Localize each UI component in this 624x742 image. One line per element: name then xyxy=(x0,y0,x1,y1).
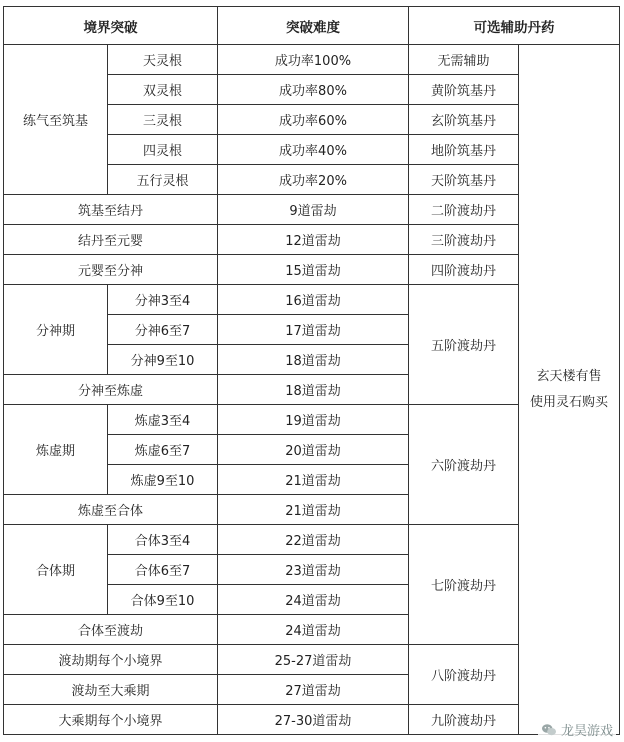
stage-cell: 分神至炼虚 xyxy=(4,375,218,405)
stage-cell: 结丹至元婴 xyxy=(4,225,218,255)
pill-cell: 黄阶筑基丹 xyxy=(409,75,519,105)
header-difficulty: 突破难度 xyxy=(218,7,409,45)
substage-cell: 分神3至4 xyxy=(108,285,218,315)
pill-cell: 无需辅助 xyxy=(409,45,519,75)
difficulty-cell: 15道雷劫 xyxy=(218,255,409,285)
stage-cell: 渡劫期每个小境界 xyxy=(4,645,218,675)
pill-cell: 玄阶筑基丹 xyxy=(409,105,519,135)
difficulty-cell: 成功率60% xyxy=(218,105,409,135)
purchase-note-cell xyxy=(519,45,620,735)
pill-cell: 三阶渡劫丹 xyxy=(409,225,519,255)
stage-group-qi: 练气至筑基 xyxy=(4,45,108,195)
root-cell: 五行灵根 xyxy=(108,165,218,195)
difficulty-cell: 24道雷劫 xyxy=(218,615,409,645)
root-cell: 双灵根 xyxy=(108,75,218,105)
root-cell: 三灵根 xyxy=(108,105,218,135)
root-cell: 天灵根 xyxy=(108,45,218,75)
purchase-note-line: 使用灵石购买 xyxy=(529,394,608,410)
wechat-icon xyxy=(541,722,557,738)
purchase-note-line: 玄天楼有售 xyxy=(536,368,602,384)
stage-cell: 筑基至结丹 xyxy=(4,195,218,225)
cultivation-breakthrough-table xyxy=(3,6,620,735)
difficulty-cell: 成功率20% xyxy=(218,165,409,195)
difficulty-cell: 24道雷劫 xyxy=(218,585,409,615)
difficulty-cell: 27道雷劫 xyxy=(218,675,409,705)
stage-cell: 大乘期每个小境界 xyxy=(4,705,218,735)
substage-cell: 分神6至7 xyxy=(108,315,218,345)
difficulty-cell: 20道雷劫 xyxy=(218,435,409,465)
difficulty-cell: 19道雷劫 xyxy=(218,405,409,435)
header-row xyxy=(4,7,620,45)
difficulty-cell: 18道雷劫 xyxy=(218,345,409,375)
substage-cell: 炼虚3至4 xyxy=(108,405,218,435)
difficulty-cell: 23道雷劫 xyxy=(218,555,409,585)
difficulty-cell: 12道雷劫 xyxy=(218,225,409,255)
pill-cell: 六阶渡劫丹 xyxy=(409,405,519,525)
substage-cell: 合体6至7 xyxy=(108,555,218,585)
difficulty-cell: 9道雷劫 xyxy=(218,195,409,225)
stage-cell: 元婴至分神 xyxy=(4,255,218,285)
header-pills: 可选辅助丹药 xyxy=(409,7,620,45)
substage-cell: 炼虚9至10 xyxy=(108,465,218,495)
watermark-text: 龙昊游戏 xyxy=(560,724,613,739)
stage-group-divine: 分神期 xyxy=(4,285,108,375)
difficulty-cell: 21道雷劫 xyxy=(218,465,409,495)
difficulty-cell: 21道雷劫 xyxy=(218,495,409,525)
pill-cell: 天阶筑基丹 xyxy=(409,165,519,195)
watermark xyxy=(538,719,616,740)
substage-cell: 分神9至10 xyxy=(108,345,218,375)
pill-cell: 地阶筑基丹 xyxy=(409,135,519,165)
difficulty-cell: 17道雷劫 xyxy=(218,315,409,345)
difficulty-cell: 16道雷劫 xyxy=(218,285,409,315)
substage-cell: 炼虚6至7 xyxy=(108,435,218,465)
substage-cell: 合体3至4 xyxy=(108,525,218,555)
header-stage: 境界突破 xyxy=(4,7,218,45)
pill-cell: 二阶渡劫丹 xyxy=(409,195,519,225)
difficulty-cell: 成功率80% xyxy=(218,75,409,105)
table-row xyxy=(4,45,620,75)
difficulty-cell: 18道雷劫 xyxy=(218,375,409,405)
stage-group-fusion: 合体期 xyxy=(4,525,108,615)
difficulty-cell: 25-27道雷劫 xyxy=(218,645,409,675)
stage-cell: 炼虚至合体 xyxy=(4,495,218,525)
substage-cell: 合体9至10 xyxy=(108,585,218,615)
pill-cell: 七阶渡劫丹 xyxy=(409,525,519,645)
stage-group-void: 炼虚期 xyxy=(4,405,108,495)
root-cell: 四灵根 xyxy=(108,135,218,165)
pill-cell: 九阶渡劫丹 xyxy=(409,705,519,735)
difficulty-cell: 27-30道雷劫 xyxy=(218,705,409,735)
difficulty-cell: 成功率100% xyxy=(218,45,409,75)
difficulty-cell: 22道雷劫 xyxy=(218,525,409,555)
pill-cell: 八阶渡劫丹 xyxy=(409,645,519,705)
stage-cell: 渡劫至大乘期 xyxy=(4,675,218,705)
difficulty-cell: 成功率40% xyxy=(218,135,409,165)
stage-cell: 合体至渡劫 xyxy=(4,615,218,645)
pill-cell: 四阶渡劫丹 xyxy=(409,255,519,285)
pill-cell: 五阶渡劫丹 xyxy=(409,285,519,405)
